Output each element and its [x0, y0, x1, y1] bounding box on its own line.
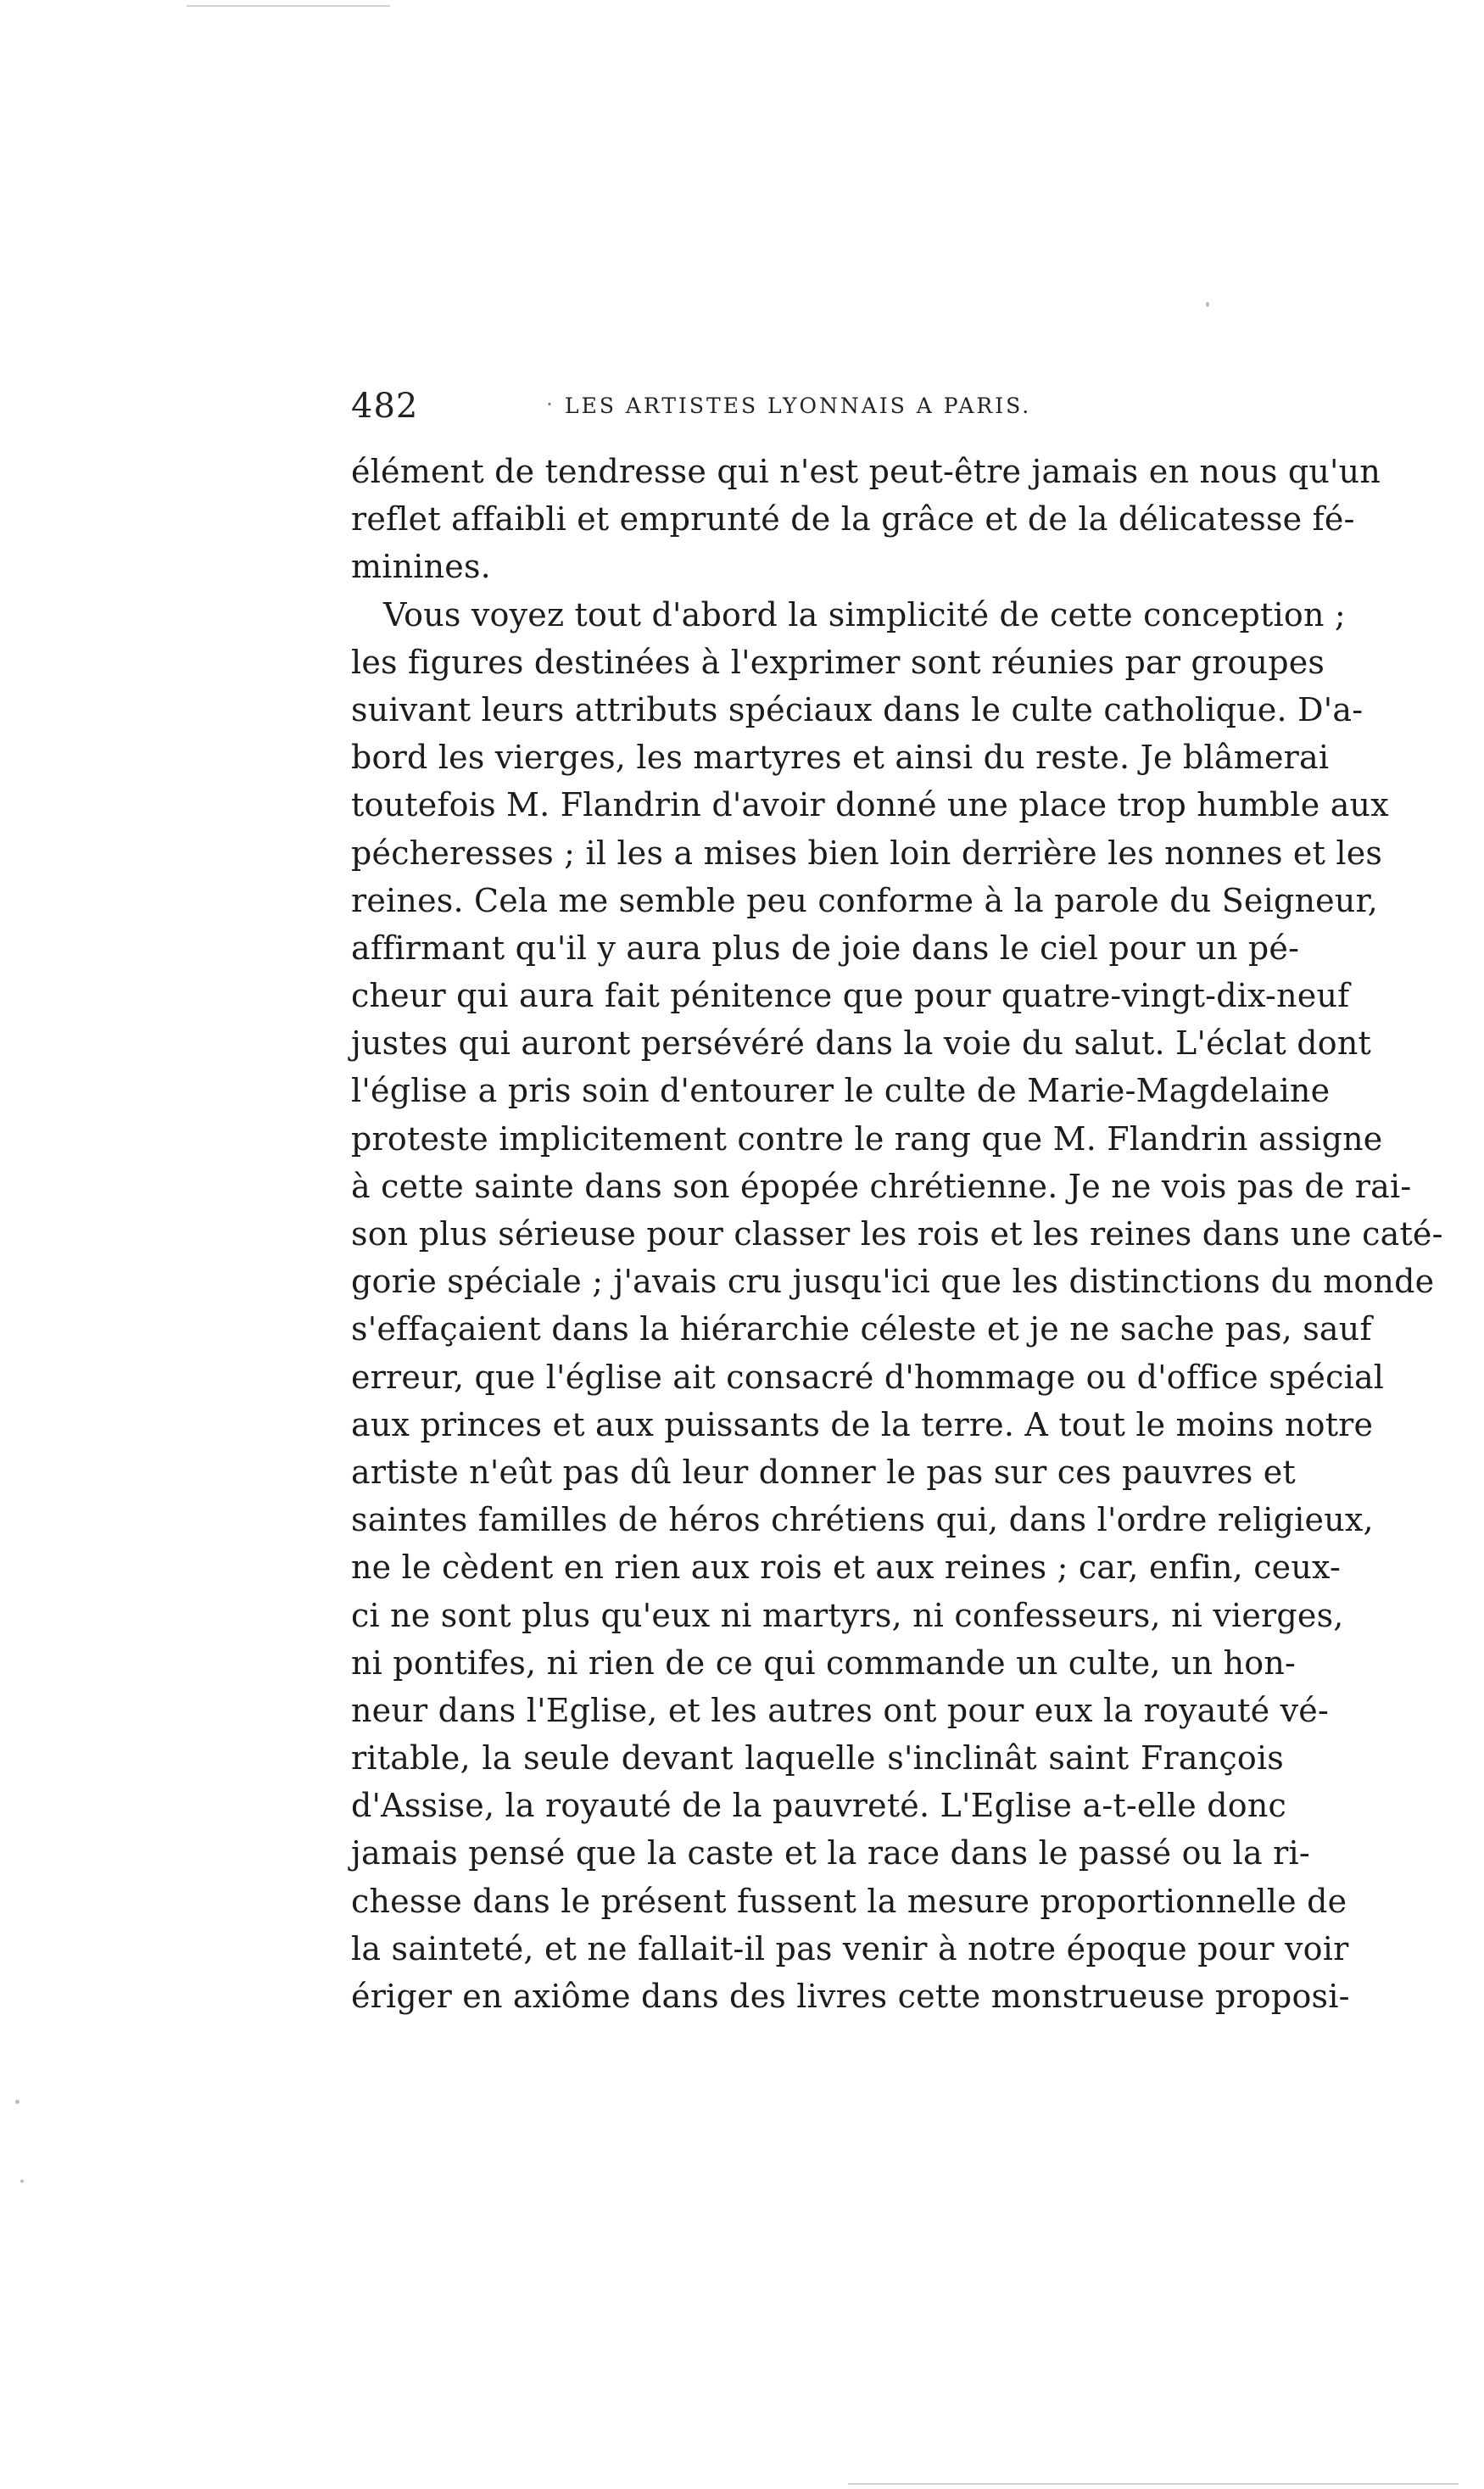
scan-edge-bottom [848, 2483, 1459, 2485]
text-line: toutefois M. Flandrin d'avoir donné une place trop humble aux [351, 786, 1389, 824]
text-line: chesse dans le présent fussent la mesure proportionnelle de [351, 1882, 1347, 1920]
scan-speck [1206, 302, 1209, 307]
text-line: la sainteté, et ne fallait-il pas venir à notre époque pour voir [351, 1929, 1349, 1967]
text-line: suivant leurs attributs spéciaux dans le culte catholique. D'a- [351, 690, 1364, 728]
text-line: artiste n'eût pas dû leur donner le pas sur ces pauvres et [351, 1453, 1296, 1491]
text-line: erreur, que l'église ait consacré d'hommage ou d'office spécial [351, 1358, 1385, 1396]
text-line: aux princes et aux puissants de la terre. A tout le moins notre [351, 1405, 1374, 1443]
text-line: cheur qui aura fait pénitence que pour quatre-vingt-dix-neuf [351, 977, 1350, 1015]
text-line: ci ne sont plus qu'eux ni martyrs, ni confesseurs, ni vierges, [351, 1596, 1344, 1634]
text-line: jamais pensé que la caste et la race dans le passé ou la ri- [351, 1834, 1310, 1872]
scan-speck [15, 2100, 20, 2104]
text-line: l'église a pris soin d'entourer le culte de Marie-Magdelaine [351, 1072, 1331, 1110]
text-line: neur dans l'Eglise, et les autres ont pour eux la royauté vé- [351, 1691, 1329, 1729]
text-line: élément de tendresse qui n'est peut-être jamais en nous qu'un [351, 453, 1381, 490]
running-title: · LES ARTISTES LYONNAIS A PARIS. [565, 393, 1031, 418]
page-number: 482 [351, 387, 419, 426]
body-text [351, 448, 1443, 2020]
text-line: proteste implicitement contre le rang que M. Flandrin assigne [351, 1119, 1383, 1158]
text-line: ne le cèdent en rien aux rois et aux reines ; car, enfin, ceux- [351, 1549, 1342, 1587]
text-line: gorie spéciale ; j'avais cru jusqu'ici que les distinctions du monde [351, 1263, 1435, 1301]
scan-edge-top [187, 5, 390, 7]
scan-speck [20, 2179, 24, 2183]
text-line: à cette sainte dans son épopée chrétienne. Je ne vois pas de rai- [351, 1167, 1412, 1205]
text-line: d'Assise, la royauté de la pauvreté. L'Eglise a-t-elle donc [351, 1787, 1287, 1825]
page-header [351, 387, 1063, 438]
text-line: ni pontifes, ni rien de ce qui commande un culte, un hon- [351, 1644, 1297, 1682]
text-line: Vous voyez tout d'abord la simplicité de cette conception ; [383, 595, 1346, 633]
text-line: justes qui auront persévéré dans la voie du salut. L'éclat dont [351, 1024, 1372, 1063]
text-line: pécheresses ; il les a mises bien loin derrière les nonnes et les [351, 834, 1383, 872]
text-line: saintes familles de héros chrétiens qui, dans l'ordre religieux, [351, 1501, 1374, 1539]
text-line: s'effaçaient dans la hiérarchie céleste et je ne sache pas, sauf [351, 1310, 1372, 1348]
text-line: affirmant qu'il y aura plus de joie dans le ciel pour un pé- [351, 929, 1300, 967]
text-line: minines. [351, 548, 491, 586]
text-line: les figures destinées à l'exprimer sont réunies par groupes [351, 643, 1325, 681]
text-line: bord les vierges, les martyres et ainsi du reste. Je blâmerai [351, 739, 1330, 777]
text-line: son plus sérieuse pour classer les rois et les reines dans une caté- [351, 1215, 1443, 1253]
text-line: reines. Cela me semble peu conforme à la parole du Seigneur, [351, 881, 1379, 919]
text-line: reflet affaibli et emprunté de la grâce et de la délicatesse fé- [351, 500, 1355, 539]
text-line: ritable, la seule devant laquelle s'inclinât saint François [351, 1739, 1284, 1777]
text-line: ériger en axiôme dans des livres cette monstrueuse proposi- [351, 1978, 1350, 2015]
